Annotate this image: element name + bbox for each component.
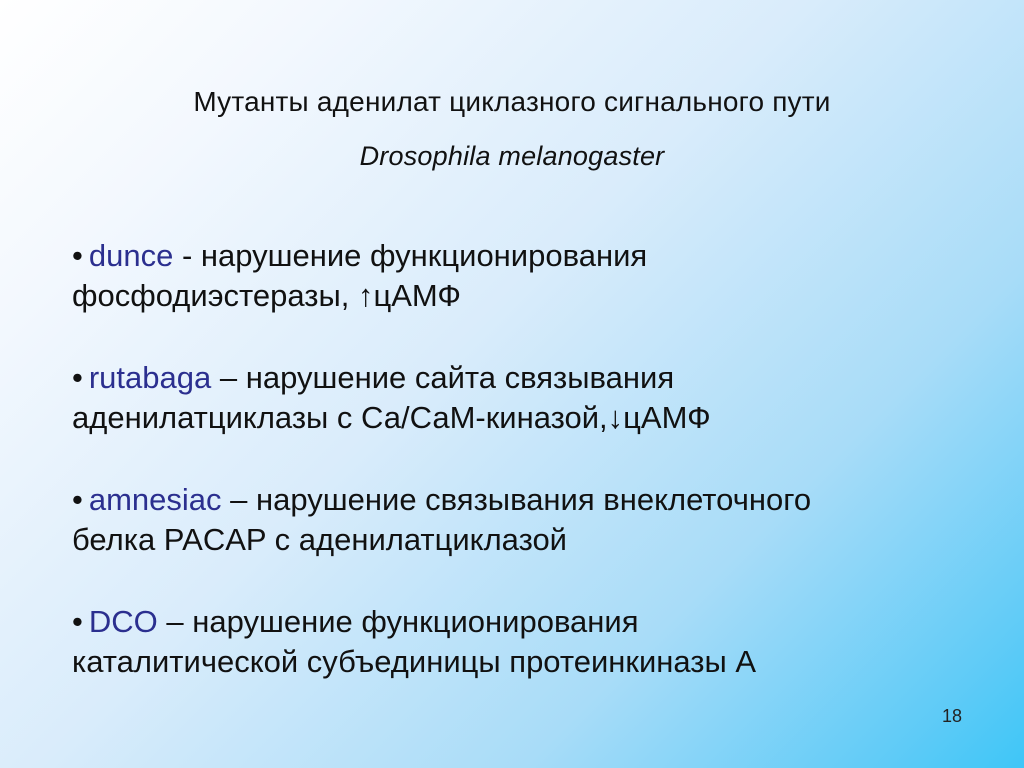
bullet-line-1 [72,236,972,276]
slide-subtitle [0,136,1024,176]
bullet-item-dco [72,602,972,682]
bullet-item-amnesiac [72,480,972,560]
bullet-description: – нарушение связывания внеклеточного [221,482,812,517]
bullet-line-2: фосфодиэстеразы, ↑цАМФ [72,278,461,313]
bullet-description: - нарушение функционирования [173,238,648,273]
bullet-line-2: каталитической субъединицы протеинкиназы А [72,644,757,679]
bullet-line-1 [72,602,972,642]
bullet-marker: • [72,604,83,639]
bullet-marker: • [72,482,83,517]
bullet-line-2: аденилатциклазы с Са/СаМ-киназой,↓цАМФ [72,400,711,435]
slide-title [0,82,1024,122]
page-number: 18 [941,706,962,726]
bullet-marker: • [72,360,83,395]
bullet-description: – нарушение функционирования [157,604,639,639]
mutant-term: dunce [88,238,174,273]
bullet-item-rutabaga [72,358,972,438]
bullet-description: – нарушение сайта связывания [211,360,675,395]
mutant-term: rutabaga [88,360,212,395]
bullet-marker: • [72,238,83,273]
bullet-line-1 [72,480,972,520]
mutant-term: amnesiac [88,482,222,517]
title-line-2: Drosophila melanogaster [359,141,665,171]
bullet-line-1 [72,358,972,398]
mutant-term: DCO [88,604,158,639]
bullet-item-dunce [72,236,972,316]
bullet-line-2: белка PACAP с аденилатциклазой [72,522,568,557]
title-line-1: Мутанты аденилат циклазного сигнального пути [193,86,831,117]
